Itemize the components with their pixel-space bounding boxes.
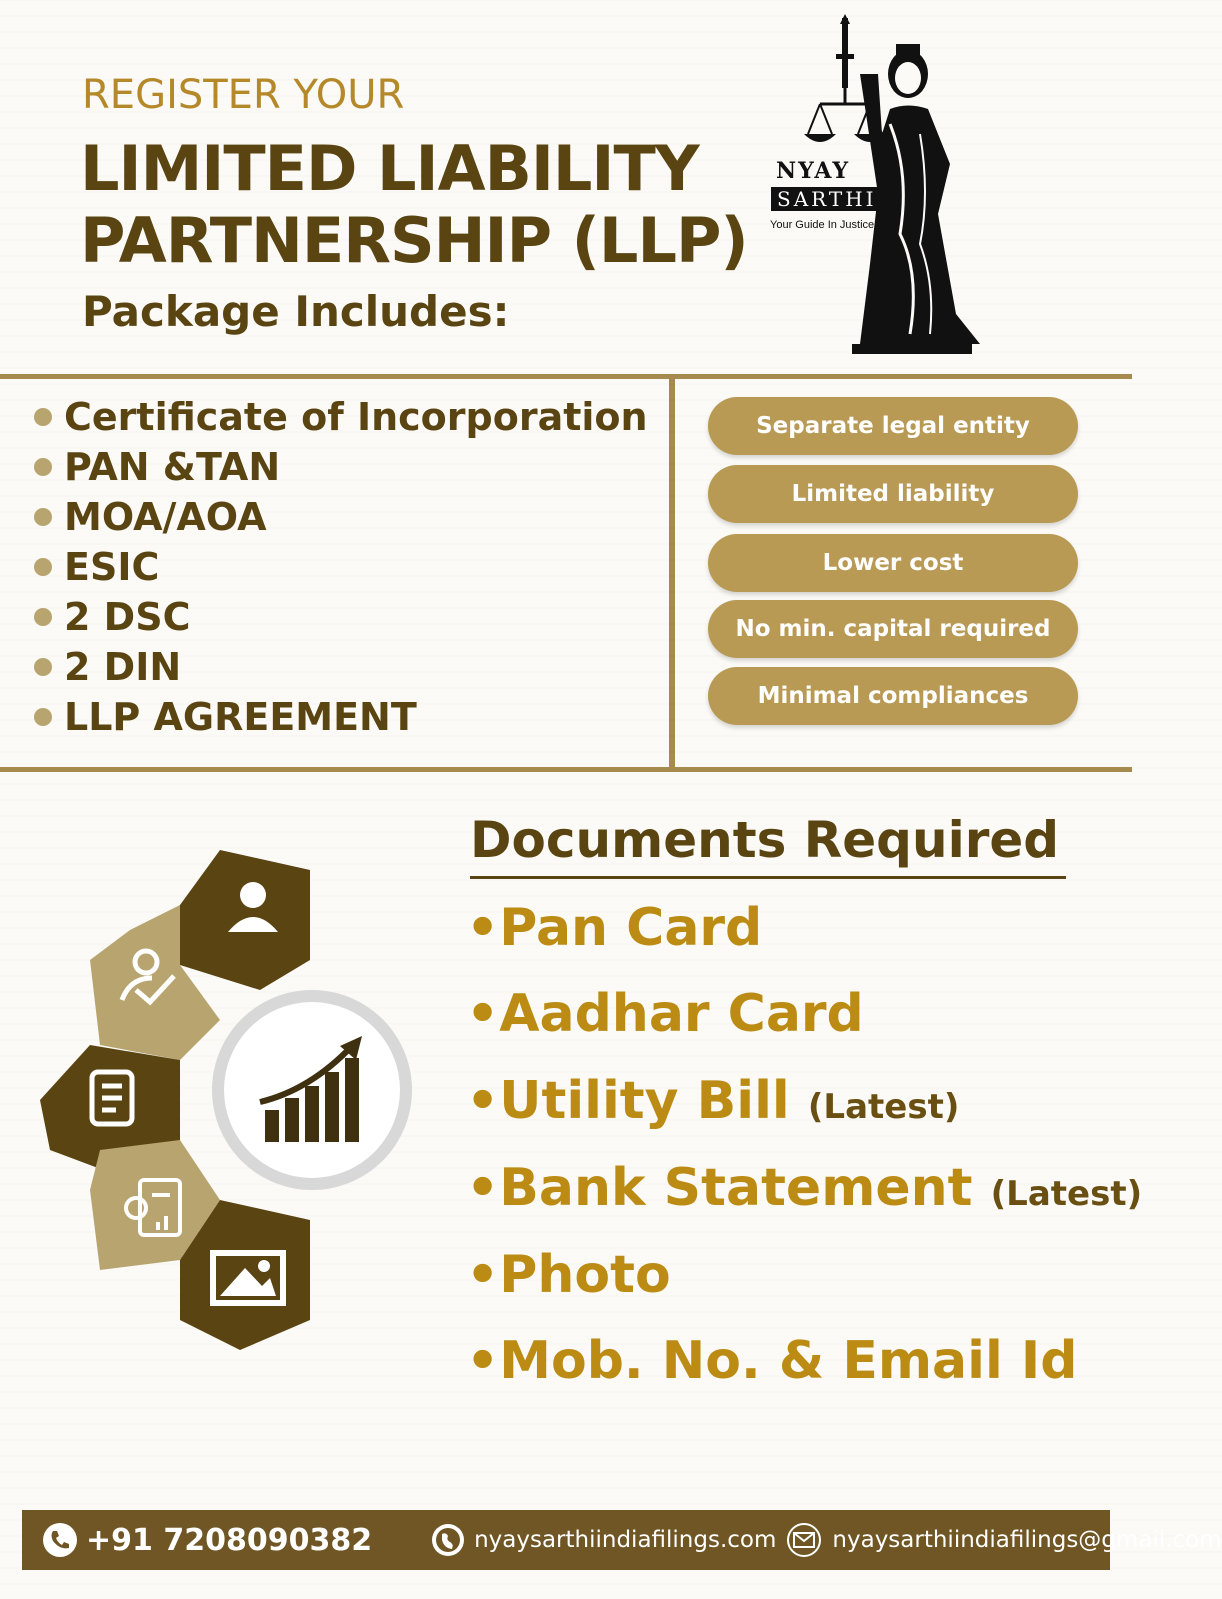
documents-graphic [40,850,440,1380]
globe-icon [430,1522,466,1558]
benefit-pill: No min. capital required [708,600,1078,658]
document-item: •Utility Bill (Latest) [466,1071,960,1131]
list-item: Certificate of Incorporation [34,392,648,442]
document-item: •Photo [466,1245,671,1305]
page-title-line2: PARTNERSHIP (LLP) [80,204,748,277]
document-item: •Pan Card [466,898,763,958]
bullet-icon [34,458,52,476]
documents-title-underline [470,876,1066,879]
list-item: MOA/AOA [34,492,648,542]
benefit-pill: Minimal compliances [708,667,1078,725]
column-divider [669,379,675,769]
document-note: (Latest) [807,1087,960,1127]
email-icon [786,1522,822,1558]
list-item: ESIC [34,542,648,592]
document-item: •Aadhar Card [466,984,864,1044]
header-kicker: REGISTER YOUR [82,72,405,118]
bullet-icon [34,558,52,576]
benefit-pill: Limited liability [708,465,1078,523]
logo-name-bottom: SARTHI [771,187,883,211]
bullet-icon [34,408,52,426]
contact-footer [22,1510,1222,1570]
section-divider-top [0,374,1132,379]
bullet-icon [34,658,52,676]
section-divider-bottom [0,767,1132,772]
website-link[interactable]: nyaysarthiindiafilings.com [474,1527,777,1553]
package-list [34,392,648,742]
bullet-icon [34,608,52,626]
bullet-icon [34,508,52,526]
email-link[interactable]: nyaysarthiindiafilings@gmail.com [832,1527,1222,1553]
document-item: •Bank Statement (Latest) [466,1158,1143,1218]
image-icon [210,1250,286,1306]
list-item: PAN &TAN [34,442,648,492]
logo-name-top: NYAY [776,158,851,184]
benefit-pill: Lower cost [708,534,1078,592]
document-note: (Latest) [990,1174,1143,1214]
package-subtitle: Package Includes: [82,287,510,336]
phone-icon [42,1522,78,1558]
list-item: 2 DIN [34,642,648,692]
phone-number[interactable]: +91 7208090382 [86,1522,373,1558]
page-title-line1: LIMITED LIABILITY [80,132,699,205]
documents-title: Documents Required [470,811,1060,869]
list-item: LLP AGREEMENT [34,692,648,742]
document-item: •Mob. No. & Email Id [466,1331,1078,1391]
logo-tagline: Your Guide In Justice [770,219,875,231]
bullet-icon [34,708,52,726]
benefit-pill: Separate legal entity [708,397,1078,455]
list-item: 2 DSC [34,592,648,642]
